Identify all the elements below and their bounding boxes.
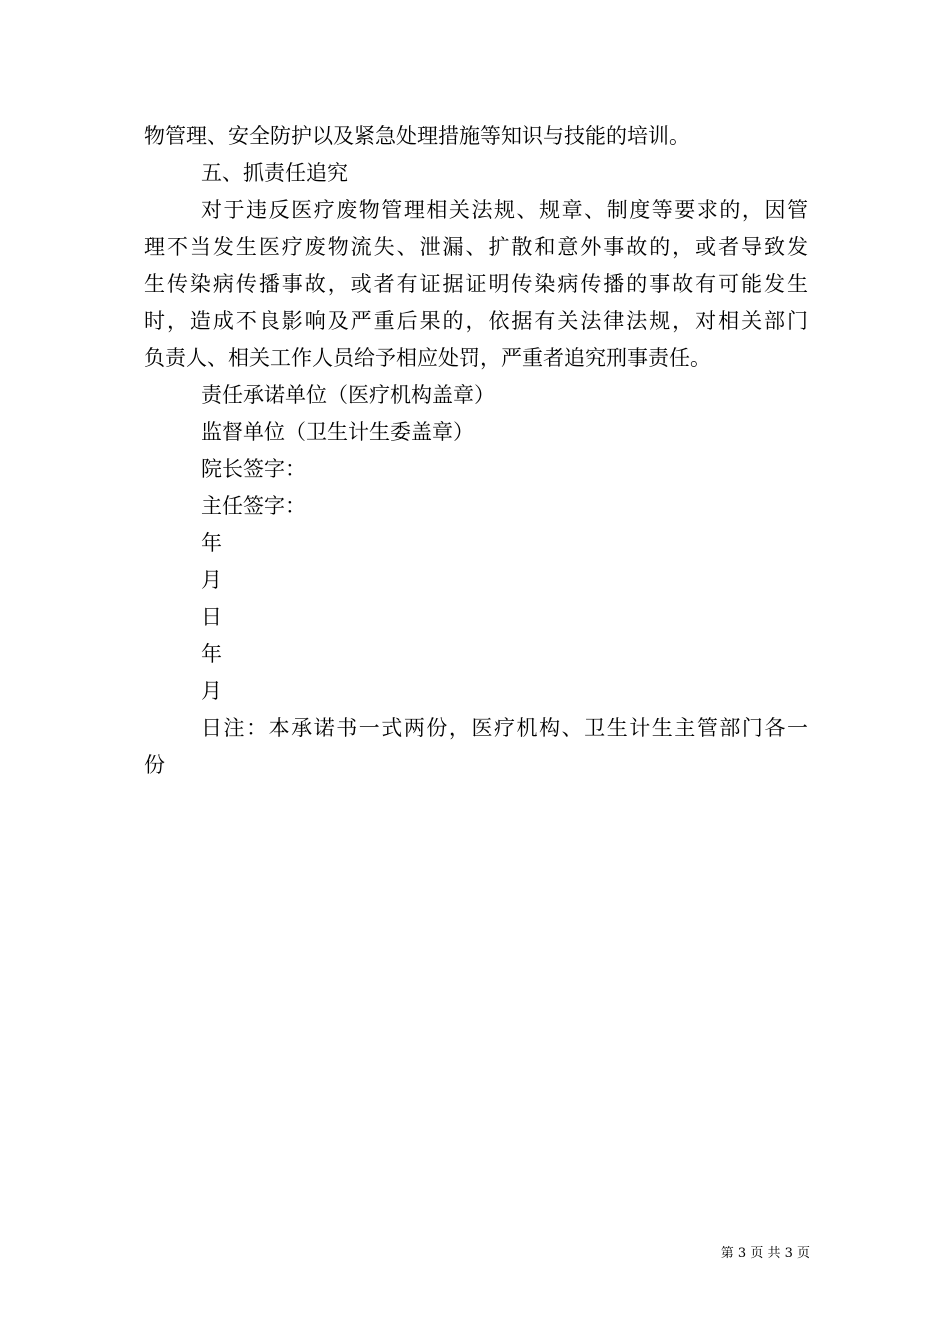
note-line: 份 [144,753,165,777]
paragraph-line: 对于违反医疗废物管理相关法规、规章、制度等要求的，因管 [201,198,808,222]
paragraph-line: 理不当发生医疗废物流失、泄漏、扩散和意外事故的，或者导致发 [144,235,808,259]
paragraph-line: 时，造成不良影响及严重后果的，依据有关法律法规，对相关部门 [144,309,808,333]
chief-signature-line: 主任签字： [201,494,306,518]
pledge-unit-line: 责任承诺单位（医疗机构盖章） [201,383,495,407]
page-number: 第 3 页 共 3 页 [720,1246,810,1261]
document-body [144,118,808,784]
note-line: 日注：本承诺书一式两份，医疗机构、卫生计生主管部门各一 [201,716,808,740]
section-heading: 五、抓责任追究 [201,161,348,185]
date-year: 年 [201,642,222,666]
date-month: 月 [201,679,222,703]
director-signature-line: 院长签字： [201,457,306,481]
date-day: 日 [201,605,222,629]
supervisor-unit-line: 监督单位（卫生计生委盖章） [201,420,474,444]
paragraph-line: 物管理、安全防护以及紧急处理措施等知识与技能的培训。 [144,124,690,148]
date-month: 月 [201,568,222,592]
paragraph-line: 生传染病传播事故，或者有证据证明传染病传播的事故有可能发生 [144,272,808,296]
date-year: 年 [201,531,222,555]
paragraph-line: 负责人、相关工作人员给予相应处罚，严重者追究刑事责任。 [144,346,711,370]
